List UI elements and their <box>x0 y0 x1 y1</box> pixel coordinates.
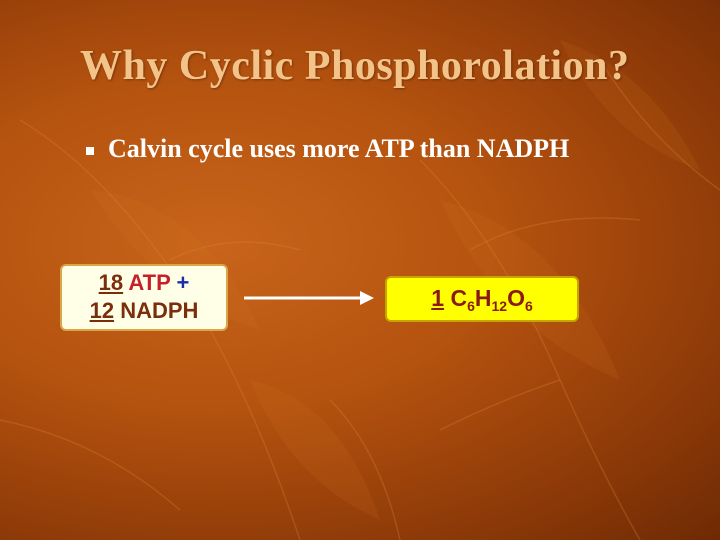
oxygen-symbol: O <box>507 285 525 311</box>
nadph-label: NADPH <box>120 298 199 323</box>
product-box <box>385 276 579 322</box>
hydrogen-subscript: 12 <box>491 298 508 314</box>
atp-label: ATP <box>128 270 171 295</box>
plus-sign: + <box>176 270 190 295</box>
nadph-line <box>62 297 226 325</box>
bullet-item <box>86 134 569 164</box>
bullet-text: Calvin cycle uses more ATP than NADPH <box>108 134 570 163</box>
atp-line <box>62 269 226 297</box>
oxygen-subscript: 6 <box>524 298 533 314</box>
glucose-formula <box>450 285 533 314</box>
slide-title: Why Cyclic Phosphorolation? <box>80 43 630 89</box>
square-bullet-icon <box>86 147 94 155</box>
arrow-right-icon <box>244 286 376 310</box>
reactants-box <box>60 264 228 331</box>
hydrogen-symbol: H <box>474 285 492 311</box>
nadph-count: 12 <box>89 298 115 323</box>
glucose-count: 1 <box>431 285 445 311</box>
atp-count: 18 <box>98 270 124 295</box>
carbon-subscript: 6 <box>467 298 475 314</box>
carbon-symbol: C <box>450 285 468 311</box>
